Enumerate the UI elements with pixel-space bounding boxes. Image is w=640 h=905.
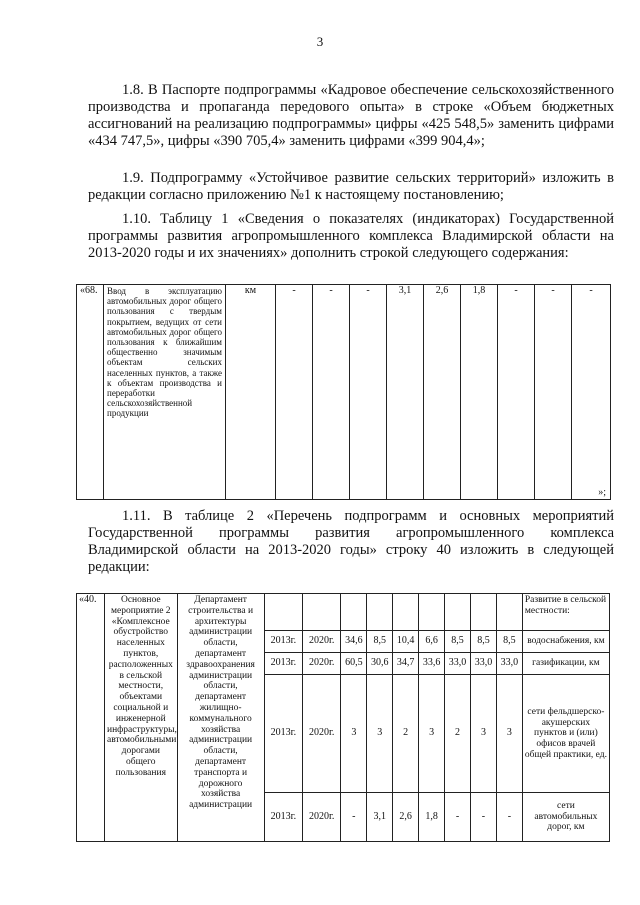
value-cell: 3,1 — [387, 285, 424, 500]
table-row — [77, 594, 610, 631]
value-cell: 33,0 — [445, 652, 471, 674]
value-cell: - — [341, 793, 367, 842]
value-cell: 6,6 — [419, 630, 445, 652]
executor: Департамент строительства и архитектуры администрации области, департамент здравоохранения администрации области, департамент жилищно-коммунального хозяйства администрации области, департамент транспорта и дорожного хозяйства администрации — [177, 594, 264, 842]
value-cell: - — [470, 793, 496, 842]
value-cell: 33,0 — [470, 652, 496, 674]
table-row — [77, 285, 611, 500]
paragraph-1-11-text: 1.11. В таблице 2 «Перечень подпрограмм и основных мероприятий Государственной программы развития агропромышленного комплекса Владимирской области на 2013-2020 годы» строку 40 изложить в следующей редакции: — [88, 508, 614, 575]
value-cell: 8,5 — [367, 630, 393, 652]
indicator-name: водоснабжения, км — [522, 630, 609, 652]
paragraph-1-11 — [88, 508, 614, 576]
value-cell: 34,6 — [341, 630, 367, 652]
value-cell: - — [350, 285, 387, 500]
last-value-cell — [572, 285, 611, 500]
value-cell: 1,8 — [461, 285, 498, 500]
value-cell: - — [313, 285, 350, 500]
value-cell: 33,0 — [496, 652, 522, 674]
value-cell: - — [535, 285, 572, 500]
value-cell: 2 — [445, 675, 471, 793]
value-cell: 2 — [393, 675, 419, 793]
end-year: 2020г. — [303, 675, 341, 793]
indicator-name: сети фельдшерско-акушерских пунктов и (или) офисов врачей общей практики, ед. — [522, 675, 609, 793]
value-cell: 33,6 — [419, 652, 445, 674]
value-cell: 3,1 — [367, 793, 393, 842]
table-2-row-40 — [76, 593, 610, 842]
value-cell: 8,5 — [470, 630, 496, 652]
empty-cell — [445, 594, 471, 631]
value-cell: - — [498, 285, 535, 500]
value-cell: - — [276, 285, 313, 500]
value-cell: 3 — [496, 675, 522, 793]
indicator-description: Ввод в эксплуатацию автомобильных дорог общего пользования с твердым покрытием, ведущих от сети автомобильных дорог общего пользования к ближайшим общественно значимым объектам сельских населенных пунктов, а также к объектам производства и переработки сельскохозяйственной продукции — [104, 285, 226, 500]
start-year: 2013г. — [264, 652, 302, 674]
value-cell: 34,7 — [393, 652, 419, 674]
row-number: «68. — [77, 285, 104, 500]
paragraph-1-8 — [88, 82, 614, 150]
value-cell: 2,6 — [393, 793, 419, 842]
empty-cell — [419, 594, 445, 631]
paragraph-1-10-text: 1.10. Таблицу 1 «Сведения о показателях (индикаторах) Государственной программы развития агропромышленного комплекса Владимирской области на 2013-2020 годы и их значениях» дополнить строкой следующего содержания: — [88, 211, 614, 261]
row-number: «40. — [77, 594, 105, 842]
empty-cell — [393, 594, 419, 631]
value-cell: 8,5 — [496, 630, 522, 652]
value-cell: 10,4 — [393, 630, 419, 652]
empty-cell — [496, 594, 522, 631]
empty-cell — [367, 594, 393, 631]
indicator-header: Развитие в сельской местности: — [522, 594, 609, 631]
empty-cell — [470, 594, 496, 631]
value-cell: 2,6 — [424, 285, 461, 500]
value-cell: - — [445, 793, 471, 842]
empty-cell — [303, 594, 341, 631]
end-year: 2020г. — [303, 630, 341, 652]
paragraph-1-9-text: 1.9. Подпрограмму «Устойчивое развитие сельских территорий» изложить в редакции согласно приложению №1 к настоящему постановлению; — [88, 170, 614, 203]
empty-cell — [341, 594, 367, 631]
start-year: 2013г. — [264, 630, 302, 652]
value-cell: 3 — [419, 675, 445, 793]
indicator-name: сети автомобильных дорог, км — [522, 793, 609, 842]
value-cell: 3 — [367, 675, 393, 793]
value-cell: 3 — [341, 675, 367, 793]
paragraph-1-10 — [88, 211, 614, 262]
value-cell: 60,5 — [341, 652, 367, 674]
value-cell: 30,6 — [367, 652, 393, 674]
value-cell: - — [589, 285, 593, 296]
closing-quote: »; — [598, 486, 606, 498]
indicator-name: газификации, км — [522, 652, 609, 674]
page-number: 3 — [316, 34, 324, 49]
value-cell: 8,5 — [445, 630, 471, 652]
paragraph-1-9 — [88, 170, 614, 204]
value-cell: 3 — [470, 675, 496, 793]
end-year: 2020г. — [303, 652, 341, 674]
end-year: 2020г. — [303, 793, 341, 842]
start-year: 2013г. — [264, 793, 302, 842]
paragraph-1-8-text: 1.8. В Паспорте подпрограммы «Кадровое обеспечение сельскохозяйственного производства и пропаганда передового опыта» в строке «Объем бюджетных ассигнований на реализацию подпрограммы» цифры «425 548,5» заменить цифрами «434 747,5», цифры «390 705,4» заменить цифрами «399 904,4»; — [88, 82, 614, 149]
empty-cell — [264, 594, 302, 631]
unit: км — [226, 285, 276, 500]
table-1-new-row — [76, 284, 611, 500]
value-cell: - — [496, 793, 522, 842]
start-year: 2013г. — [264, 675, 302, 793]
event-name: Основное мероприятие 2 «Комплексное обустройство населенных пунктов, расположенных в сельской местности, объектами социальной и инженерной инфраструктуры, автомобильными дорогами общего пользования — [104, 594, 177, 842]
value-cell: 1,8 — [419, 793, 445, 842]
